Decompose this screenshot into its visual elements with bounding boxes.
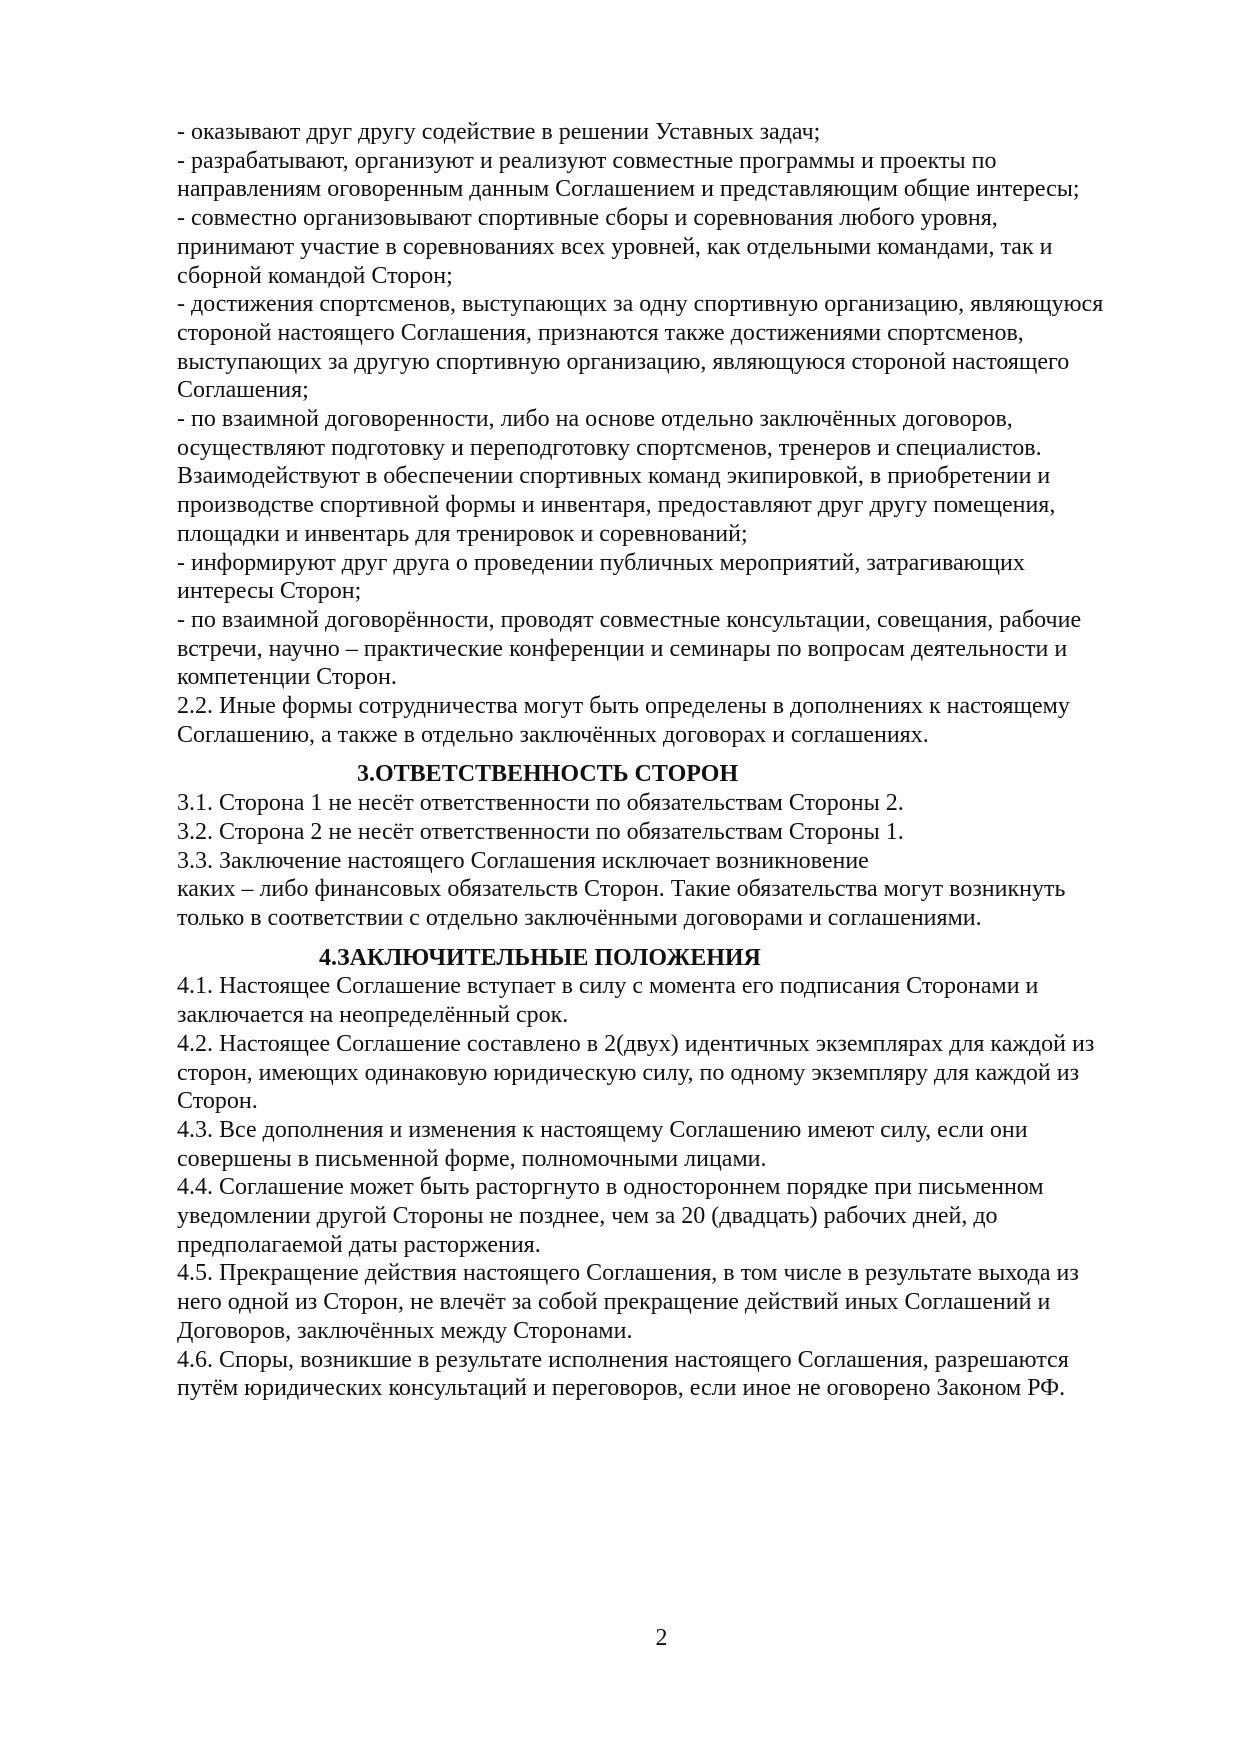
text-line: встречи, научно – практические конференции и семинары по вопросам деятельности и (177, 635, 1068, 662)
text-line: Взаимодействуют в обеспечении спортивных команд экипировкой, в приобретении и (177, 463, 1051, 490)
text-line: Соглашения; (177, 377, 309, 404)
text-line: выступающих за другую спортивную организацию, являющуюся стороной настоящего (177, 348, 1070, 375)
document-body (177, 118, 1177, 1403)
text-line: предполагаемой даты расторжения. (177, 1231, 541, 1258)
text-line: 4.6. Споры, возникшие в результате исполнения настоящего Соглашения, разрешаются (177, 1346, 1069, 1373)
section-3-heading: 3.ОТВЕТСТВЕННОСТЬ СТОРОН (357, 761, 739, 788)
text-line: принимают участие в соревнованиях всех уровней, как отдельными командами, так и (177, 233, 1053, 260)
section-4-heading: 4.ЗАКЛЮЧИТЕЛЬНЫЕ ПОЛОЖЕНИЯ (319, 944, 761, 971)
text-line: - по взаимной договоренности, либо на основе отдельно заключённых договоров, (177, 406, 1013, 433)
section-3 (177, 760, 1177, 932)
text-line: только в соответствии с отдельно заключёнными договорами и соглашениями. (177, 904, 982, 931)
text-line: 2.2. Иные формы сотрудничества могут быть определены в дополнениях к настоящему (177, 693, 1070, 720)
text-line: стороной настоящего Соглашения, признаются также достижениями спортсменов, (177, 319, 1024, 346)
text-line: направлениям оговоренным данным Соглашением и представляющим общие интересы; (177, 176, 1080, 203)
section-2-continued (177, 118, 1177, 749)
text-line: 4.5. Прекращение действия настоящего Соглашения, в том числе в результате выхода из (177, 1260, 1079, 1287)
text-line: Договоров, заключённых между Сторонами. (177, 1317, 633, 1344)
text-line: сторон, имеющих одинаковую юридическую силу, по одному экземпляру для каждой из (177, 1059, 1080, 1086)
text-line: 4.2. Настоящее Соглашение составлено в 2(двух) идентичных экземплярах для каждой из (177, 1030, 1095, 1057)
text-line: компетенции Сторон. (177, 664, 397, 691)
text-line: - информируют друг друга о проведении публичных мероприятий, затрагивающих (177, 549, 1025, 576)
section-spacer (177, 749, 1177, 760)
text-line: 4.4. Соглашение может быть расторгнуто в одностороннем порядке при письменном (177, 1174, 1044, 1201)
text-line: 3.1. Сторона 1 не несёт ответственности по обязательствам Стороны 2. (177, 790, 904, 817)
text-line: уведомлении другой Стороны не позднее, чем за 20 (двадцать) рабочих дней, до (177, 1203, 998, 1230)
section-spacer (177, 933, 1177, 944)
text-line: заключается на неопределённый срок. (177, 1002, 569, 1029)
text-line: 3.2. Сторона 2 не несёт ответственности по обязательствам Стороны 1. (177, 818, 904, 845)
text-line: производстве спортивной формы и инвентаря, предоставляют друг другу помещения, (177, 492, 1056, 519)
text-line: 4.1. Настоящее Соглашение вступает в силу с момента его подписания Сторонами и (177, 973, 1039, 1000)
text-line: - достижения спортсменов, выступающих за одну спортивную организацию, являющуюся (177, 291, 1104, 318)
text-line: каких – либо финансовых обязательств Сторон. Такие обязательства могут возникнуть (177, 876, 1066, 903)
text-line: - разрабатывают, организуют и реализуют совместные программы и проекты по (177, 147, 997, 174)
text-line: путём юридических консультаций и переговоров, если иное не оговорено Законом РФ. (177, 1375, 1066, 1402)
text-line: - совместно организовывают спортивные сборы и соревнования любого уровня, (177, 205, 998, 232)
text-line: площадки и инвентарь для тренировок и соревнований; (177, 520, 748, 547)
text-line: 3.3. Заключение настоящего Соглашения исключает возникновение (177, 847, 869, 874)
text-line: интересы Сторон; (177, 578, 362, 605)
text-line: совершены в письменной форме, полномочными лицами. (177, 1145, 767, 1172)
text-line: него одной из Сторон, не влечёт за собой прекращение действий иных Соглашений и (177, 1289, 1051, 1316)
text-line: Сторон. (177, 1088, 258, 1115)
text-line: Соглашению, а также в отдельно заключённых договорах и соглашениях. (177, 721, 929, 748)
text-line: - по взаимной договорённости, проводят совместные консультации, совещания, рабочие (177, 606, 1082, 633)
text-line: осуществляют подготовку и переподготовку спортсменов, тренеров и специалистов. (177, 434, 1042, 461)
page-number: 2 (655, 1625, 668, 1651)
text-line: 4.3. Все дополнения и изменения к настоящему Соглашению имеют силу, если они (177, 1116, 1028, 1143)
text-line: - оказывают друг другу содействие в решении Уставных задач; (177, 119, 821, 145)
section-4 (177, 944, 1177, 1403)
text-line: сборной командой Сторон; (177, 262, 453, 289)
